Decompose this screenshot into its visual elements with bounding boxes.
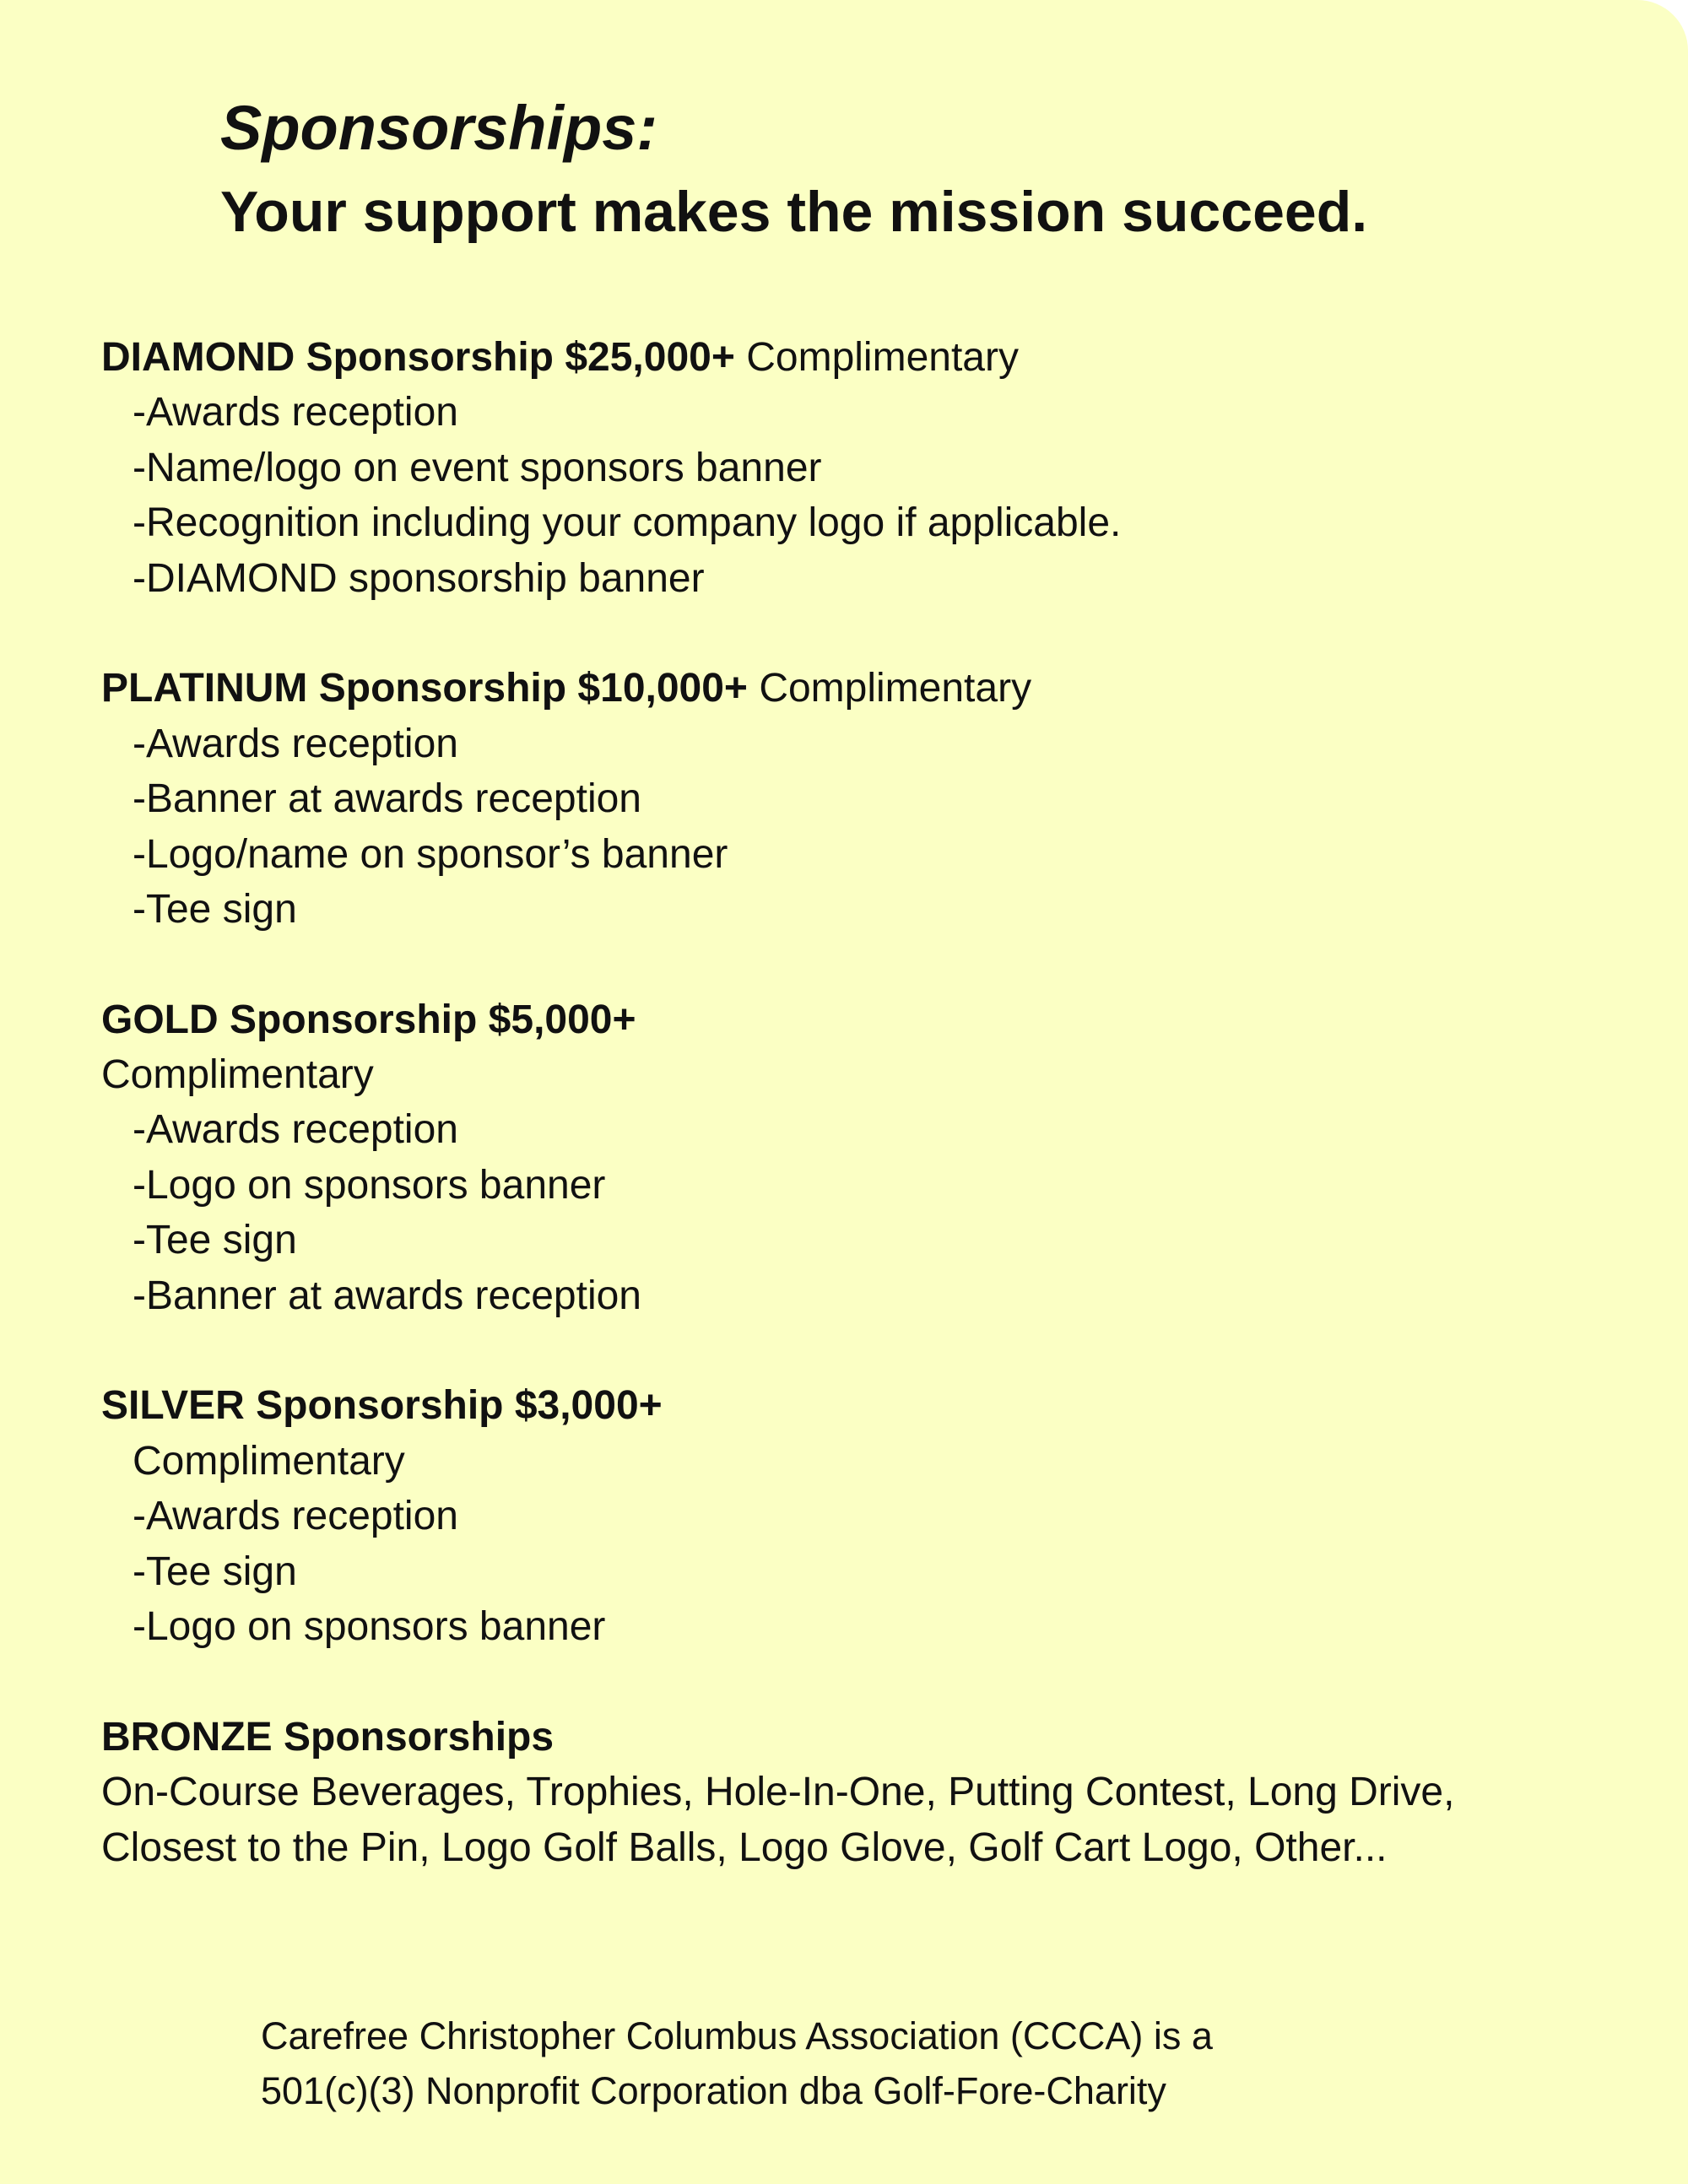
tier-list (101, 330, 1620, 1875)
tier-heading-diamond: DIAMOND Sponsorship $25,000+ Complimentary (101, 335, 1019, 380)
list-item: -Logo on sponsors banner (133, 1603, 606, 1649)
tier-note-gold: Complimentary (101, 1052, 374, 1098)
list-item: -Name/logo on event sponsors banner (133, 445, 822, 490)
list-item: -Tee sign (133, 886, 297, 932)
list-item: -Recognition including your company logo if applicable. (133, 500, 1122, 546)
tier-heading-platinum: PLATINUM Sponsorship $10,000+ Complimentary (101, 666, 1032, 711)
list-item: -Awards reception (133, 390, 458, 435)
footer-line: Carefree Christopher Columbus Association (CCCA) is a (261, 2014, 1213, 2057)
footer-line: 501(c)(3) Nonprofit Corporation dba Golf-Fore-Charity (261, 2069, 1166, 2112)
list-item: -Logo/name on sponsor’s banner (133, 831, 728, 877)
list-item: -Awards reception (133, 1494, 458, 1539)
tier-heading-gold: GOLD Sponsorship $5,000+ (101, 997, 636, 1042)
list-item: -Awards reception (133, 1107, 458, 1153)
list-item: -Banner at awards reception (133, 776, 641, 822)
bronze-options: On-Course Beverages, Trophies, Hole-In-One, Putting Contest, Long Drive, (101, 1770, 1455, 1815)
list-item: -Tee sign (133, 1218, 297, 1263)
list-item: -Banner at awards reception (133, 1273, 641, 1318)
tier-heading-silver: SILVER Sponsorship $3,000+ (101, 1383, 663, 1429)
list-item: -Tee sign (133, 1549, 297, 1594)
page-title: Sponsorships: (220, 93, 658, 163)
nonprofit-footer (261, 2008, 1213, 2118)
page-subtitle: Your support makes the mission succeed. (220, 180, 1368, 244)
tier-heading-bronze: BRONZE Sponsorships (101, 1714, 555, 1760)
list-item: -Logo on sponsors banner (133, 1162, 606, 1208)
bronze-options: Closest to the Pin, Logo Golf Balls, Logo Glove, Golf Cart Logo, Other... (101, 1825, 1388, 1870)
tier-note-silver: Complimentary (133, 1438, 405, 1484)
list-item: -DIAMOND sponsorship banner (133, 555, 705, 601)
list-item: -Awards reception (133, 721, 458, 766)
